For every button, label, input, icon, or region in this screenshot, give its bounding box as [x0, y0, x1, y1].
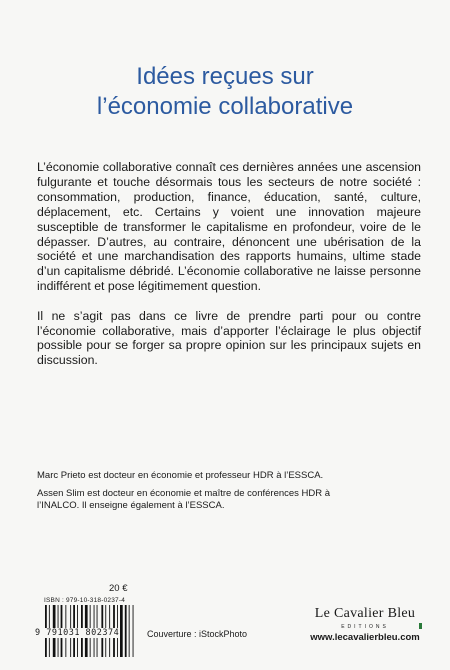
publisher-logo	[300, 606, 430, 643]
title-line-1: Idées reçues sur	[136, 63, 314, 90]
publisher-mark-icon	[419, 623, 422, 629]
author-bio-2	[37, 488, 367, 513]
price-label: 20 €	[109, 583, 128, 594]
author-bio-1	[37, 470, 367, 483]
book-title	[0, 62, 450, 122]
publisher-editions	[300, 624, 430, 630]
author-bios	[37, 470, 367, 518]
cover-credit: Couverture : iStockPhoto	[147, 629, 248, 639]
author-name-1: Marc Prieto	[37, 470, 86, 481]
publisher-editions-text: EDITIONS	[341, 624, 389, 630]
author-name-2: Assen Slim	[37, 487, 85, 499]
title-line-2: l’économie collaborative	[96, 93, 354, 120]
publisher-name: Le Cavalier Bleu	[314, 606, 416, 621]
blurb-paragraph-1: L’économie collaborative connaît ces dernières années une ascension fulgurante et touche désormais tous les secteurs de notre société : consommation, production, finance, éducation, santé, culture, déplacement, etc. Certains y voient une innovation majeure susceptible de transformer le capitalisme en profondeur, voire de le dépasser. D’autres, au contraire, dénoncent une ubérisation de la société et une marchandisation des rapports humains, ultime stade d’un capitalisme débridé. L’économie collaborative ne laisse personne indifférent et pose légitimement question.	[37, 160, 421, 294]
isbn-label: ISBN : 979-10-318-0237-4	[44, 597, 126, 604]
author-text-1: est docteur en économie et professeur HDR à l’ESSCA.	[85, 470, 324, 481]
blurb-paragraph-2: Il ne s’agit pas dans ce livre de prendre parti pour ou contre l’économie collaborative, mais d’apporter l’éclairage le plus objectif possible pour se forger sa propre opinion sur les principaux sujets en discussion.	[37, 308, 421, 368]
publisher-url: www.lecavalierbleu.com	[310, 632, 420, 643]
barcode-digits: 9 791031 802374	[35, 628, 120, 638]
blurb	[37, 160, 421, 383]
author-text-2: est docteur en économie et maître de conférences HDR à l’INALCO. Il enseigne également à l’ESSCA.	[37, 487, 331, 511]
